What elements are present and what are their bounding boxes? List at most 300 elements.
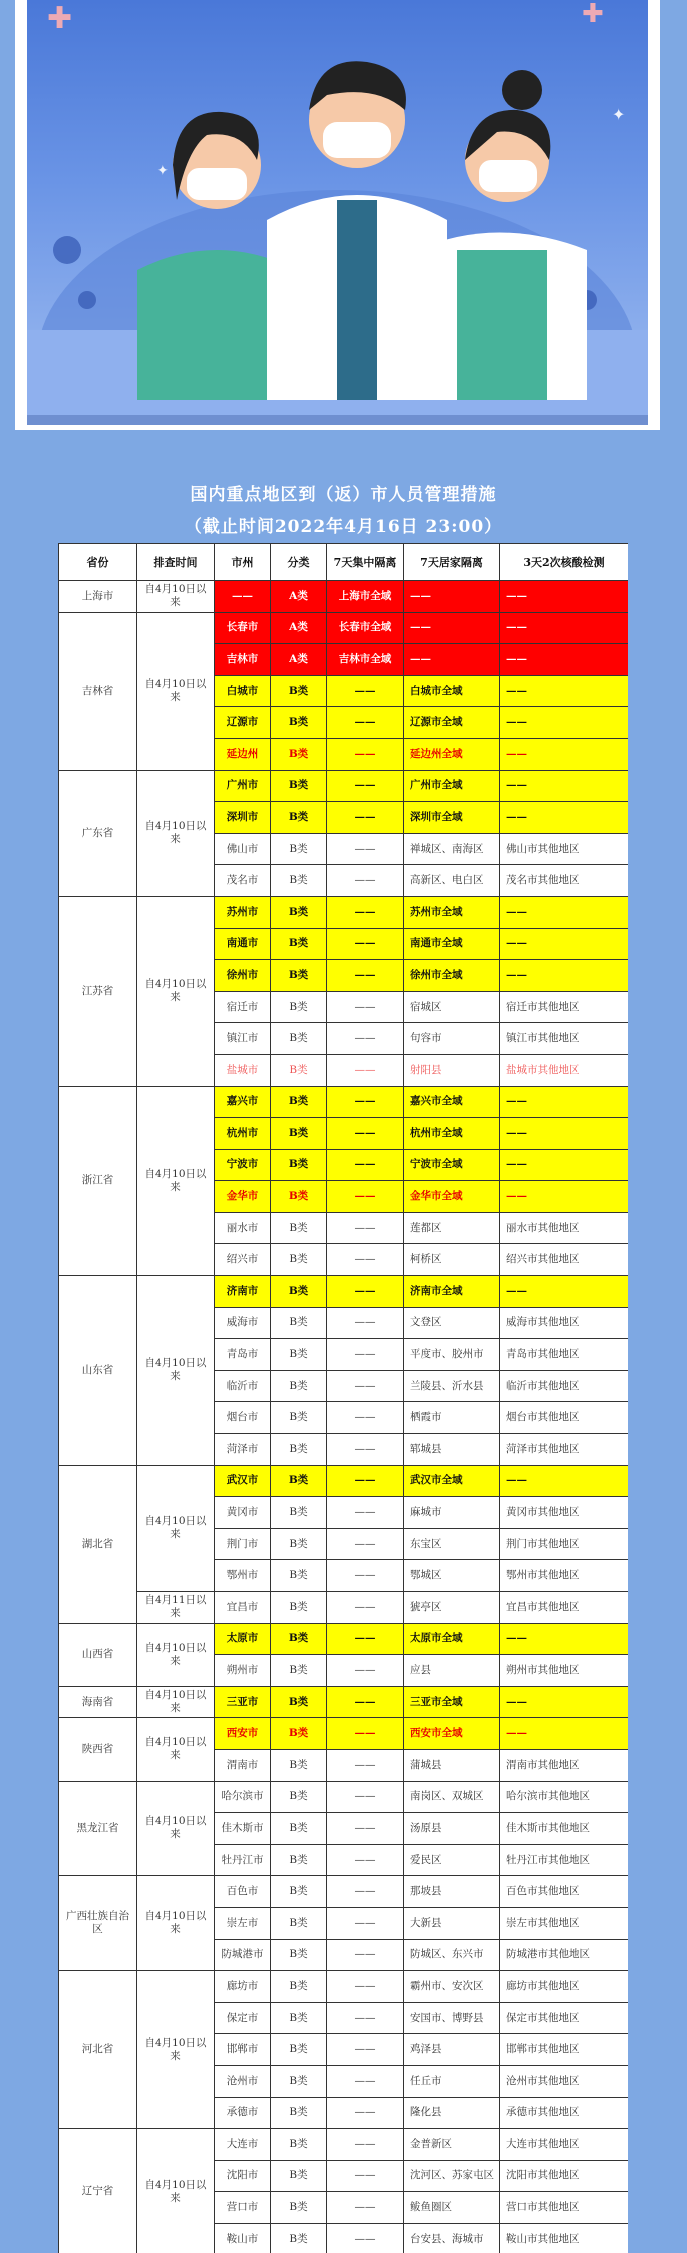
category-cell: B类 xyxy=(271,1560,327,1592)
home-quarantine-cell: 射阳县 xyxy=(404,1054,500,1086)
category-cell: B类 xyxy=(271,1118,327,1150)
central-quarantine-cell: —— xyxy=(327,1276,404,1308)
category-cell: B类 xyxy=(271,1086,327,1118)
nucleic-test-cell: —— xyxy=(500,1686,629,1718)
nucleic-test-cell: —— xyxy=(500,1718,629,1750)
city-cell: 邯郸市 xyxy=(215,2034,271,2066)
province-cell: 山西省 xyxy=(59,1623,137,1686)
central-quarantine-cell: —— xyxy=(327,1023,404,1055)
city-cell: 长春市 xyxy=(215,612,271,644)
city-cell: 宿迁市 xyxy=(215,991,271,1023)
category-cell: B类 xyxy=(271,1907,327,1939)
check-time-cell: 自4月10日以来 xyxy=(137,770,215,896)
home-quarantine-cell: 高新区、电白区 xyxy=(404,865,500,897)
category-cell: B类 xyxy=(271,1465,327,1497)
city-cell: 盐城市 xyxy=(215,1054,271,1086)
city-cell: 保定市 xyxy=(215,2002,271,2034)
nucleic-test-cell: 沧州市其他地区 xyxy=(500,2065,629,2097)
home-quarantine-cell: 安国市、博野县 xyxy=(404,2002,500,2034)
central-quarantine-cell: —— xyxy=(327,1307,404,1339)
central-quarantine-cell: 长春市全域 xyxy=(327,612,404,644)
home-quarantine-cell: 霸州市、安次区 xyxy=(404,1971,500,2003)
svg-text:✚: ✚ xyxy=(582,0,604,29)
category-cell: B类 xyxy=(271,2192,327,2224)
category-cell: B类 xyxy=(271,1181,327,1213)
city-cell: 青岛市 xyxy=(215,1339,271,1371)
home-quarantine-cell: 东宝区 xyxy=(404,1528,500,1560)
page-title: 国内重点地区到（返）市人员管理措施 xyxy=(190,485,497,505)
nucleic-test-cell: 荆门市其他地区 xyxy=(500,1528,629,1560)
category-cell: B类 xyxy=(271,1749,327,1781)
central-quarantine-cell: —— xyxy=(327,1465,404,1497)
central-quarantine-cell: 吉林市全域 xyxy=(327,644,404,676)
category-cell: A类 xyxy=(271,581,327,613)
column-header-home-quarantine: 7天居家隔离 xyxy=(404,544,500,581)
page-subtitle: （截止时间2022年4月16日 23:00） xyxy=(184,517,503,537)
check-time-cell: 自4月10日以来 xyxy=(137,1465,215,1591)
category-cell: B类 xyxy=(271,1876,327,1908)
banner-illustration xyxy=(15,0,660,430)
central-quarantine-cell: —— xyxy=(327,928,404,960)
category-cell: B类 xyxy=(271,2160,327,2192)
table-row xyxy=(59,1971,629,2003)
table-row xyxy=(59,1276,629,1308)
nucleic-test-cell: —— xyxy=(500,1465,629,1497)
central-quarantine-cell: —— xyxy=(327,1686,404,1718)
central-quarantine-cell: —— xyxy=(327,2065,404,2097)
city-cell: 崇左市 xyxy=(215,1907,271,1939)
home-quarantine-cell: 应县 xyxy=(404,1655,500,1687)
home-quarantine-cell: 任丘市 xyxy=(404,2065,500,2097)
central-quarantine-cell: —— xyxy=(327,1876,404,1908)
nucleic-test-cell: 镇江市其他地区 xyxy=(500,1023,629,1055)
check-time-cell: 自4月10日以来 xyxy=(137,1276,215,1466)
home-quarantine-cell: 汤原县 xyxy=(404,1813,500,1845)
central-quarantine-cell: —— xyxy=(327,1402,404,1434)
home-quarantine-cell: 莲都区 xyxy=(404,1212,500,1244)
central-quarantine-cell: —— xyxy=(327,1655,404,1687)
city-cell: 广州市 xyxy=(215,770,271,802)
category-cell: B类 xyxy=(271,928,327,960)
category-cell: B类 xyxy=(271,1844,327,1876)
home-quarantine-cell: 兰陵县、沂水县 xyxy=(404,1370,500,1402)
province-cell: 陕西省 xyxy=(59,1718,137,1781)
nucleic-test-cell: 威海市其他地区 xyxy=(500,1307,629,1339)
table-row xyxy=(59,612,629,644)
home-quarantine-cell: 台安县、海城市 xyxy=(404,2223,500,2253)
city-cell: 朔州市 xyxy=(215,1655,271,1687)
city-cell: 佳木斯市 xyxy=(215,1813,271,1845)
home-quarantine-cell: 麻城市 xyxy=(404,1497,500,1529)
home-quarantine-cell: 那坡县 xyxy=(404,1876,500,1908)
central-quarantine-cell: —— xyxy=(327,675,404,707)
category-cell: B类 xyxy=(271,770,327,802)
central-quarantine-cell: —— xyxy=(327,1907,404,1939)
home-quarantine-cell: 延边州全域 xyxy=(404,738,500,770)
central-quarantine-cell: —— xyxy=(327,1434,404,1466)
check-time-cell: 自4月10日以来 xyxy=(137,1086,215,1276)
province-cell: 江苏省 xyxy=(59,896,137,1086)
svg-text:✚: ✚ xyxy=(47,1,73,36)
province-cell: 浙江省 xyxy=(59,1086,137,1276)
check-time-cell: 自4月10日以来 xyxy=(137,2129,215,2253)
nucleic-test-cell: 百色市其他地区 xyxy=(500,1876,629,1908)
category-cell: B类 xyxy=(271,2097,327,2129)
central-quarantine-cell: —— xyxy=(327,1718,404,1750)
central-quarantine-cell: —— xyxy=(327,1149,404,1181)
city-cell: 绍兴市 xyxy=(215,1244,271,1276)
city-cell: 深圳市 xyxy=(215,802,271,834)
category-cell: B类 xyxy=(271,833,327,865)
home-quarantine-cell: 鲅鱼圈区 xyxy=(404,2192,500,2224)
check-time-cell: 自4月11日以来 xyxy=(137,1592,215,1624)
central-quarantine-cell: 上海市全域 xyxy=(327,581,404,613)
category-cell: B类 xyxy=(271,1813,327,1845)
city-cell: 苏州市 xyxy=(215,896,271,928)
nucleic-test-cell: 哈尔滨市其他地区 xyxy=(500,1781,629,1813)
central-quarantine-cell: —— xyxy=(327,1813,404,1845)
category-cell: B类 xyxy=(271,1718,327,1750)
measures-table-container xyxy=(58,543,628,2253)
check-time-cell: 自4月10日以来 xyxy=(137,612,215,770)
column-header-province: 省份 xyxy=(59,544,137,581)
home-quarantine-cell: 广州市全域 xyxy=(404,770,500,802)
category-cell: B类 xyxy=(271,802,327,834)
home-quarantine-cell: 防城区、东兴市 xyxy=(404,1939,500,1971)
column-header-central-quarantine: 7天集中隔离 xyxy=(327,544,404,581)
city-cell: 三亚市 xyxy=(215,1686,271,1718)
nucleic-test-cell: 邯郸市其他地区 xyxy=(500,2034,629,2066)
home-quarantine-cell: 西安市全域 xyxy=(404,1718,500,1750)
nucleic-test-cell: 佳木斯市其他地区 xyxy=(500,1813,629,1845)
home-quarantine-cell: 沈河区、苏家屯区 xyxy=(404,2160,500,2192)
nucleic-test-cell: 青岛市其他地区 xyxy=(500,1339,629,1371)
city-cell: 济南市 xyxy=(215,1276,271,1308)
category-cell: B类 xyxy=(271,1623,327,1655)
province-cell: 河北省 xyxy=(59,1971,137,2129)
city-cell: 菏泽市 xyxy=(215,1434,271,1466)
central-quarantine-cell: —— xyxy=(327,2034,404,2066)
home-quarantine-cell: 郓城县 xyxy=(404,1434,500,1466)
column-header-check-time: 排查时间 xyxy=(137,544,215,581)
city-cell: 沈阳市 xyxy=(215,2160,271,2192)
category-cell: B类 xyxy=(271,1686,327,1718)
province-cell: 广东省 xyxy=(59,770,137,896)
category-cell: B类 xyxy=(271,991,327,1023)
province-cell: 吉林省 xyxy=(59,612,137,770)
city-cell: 沧州市 xyxy=(215,2065,271,2097)
city-cell: 白城市 xyxy=(215,675,271,707)
nucleic-test-cell: —— xyxy=(500,1623,629,1655)
home-quarantine-cell: 金华市全域 xyxy=(404,1181,500,1213)
city-cell: 牡丹江市 xyxy=(215,1844,271,1876)
city-cell: 辽源市 xyxy=(215,707,271,739)
home-quarantine-cell: 爱民区 xyxy=(404,1844,500,1876)
table-row xyxy=(59,1465,629,1497)
city-cell: 丽水市 xyxy=(215,1212,271,1244)
check-time-cell: 自4月10日以来 xyxy=(137,1971,215,2129)
central-quarantine-cell: —— xyxy=(327,1528,404,1560)
nucleic-test-cell: —— xyxy=(500,1276,629,1308)
home-quarantine-cell: 嘉兴市全域 xyxy=(404,1086,500,1118)
nucleic-test-cell: —— xyxy=(500,770,629,802)
nucleic-test-cell: —— xyxy=(500,738,629,770)
province-cell: 辽宁省 xyxy=(59,2129,137,2253)
home-quarantine-cell: 徐州市全域 xyxy=(404,960,500,992)
column-header-city: 市州 xyxy=(215,544,271,581)
home-quarantine-cell: 柯桥区 xyxy=(404,1244,500,1276)
central-quarantine-cell: —— xyxy=(327,2160,404,2192)
measures-table xyxy=(58,543,628,2253)
city-cell: 吉林市 xyxy=(215,644,271,676)
home-quarantine-cell: 杭州市全域 xyxy=(404,1118,500,1150)
city-cell: 威海市 xyxy=(215,1307,271,1339)
city-cell: 杭州市 xyxy=(215,1118,271,1150)
table-row xyxy=(59,1086,629,1118)
central-quarantine-cell: —— xyxy=(327,2002,404,2034)
city-cell: 金华市 xyxy=(215,1181,271,1213)
category-cell: B类 xyxy=(271,1592,327,1624)
city-cell: 徐州市 xyxy=(215,960,271,992)
check-time-cell: 自4月10日以来 xyxy=(137,1781,215,1876)
home-quarantine-cell: 栖霞市 xyxy=(404,1402,500,1434)
category-cell: B类 xyxy=(271,1023,327,1055)
home-quarantine-cell: 猇亭区 xyxy=(404,1592,500,1624)
province-cell: 海南省 xyxy=(59,1686,137,1718)
column-header-category: 分类 xyxy=(271,544,327,581)
central-quarantine-cell: —— xyxy=(327,1118,404,1150)
city-cell: 防城港市 xyxy=(215,1939,271,1971)
nucleic-test-cell: 渭南市其他地区 xyxy=(500,1749,629,1781)
nucleic-test-cell: 崇左市其他地区 xyxy=(500,1907,629,1939)
city-cell: 百色市 xyxy=(215,1876,271,1908)
category-cell: B类 xyxy=(271,1054,327,1086)
central-quarantine-cell: —— xyxy=(327,1497,404,1529)
nucleic-test-cell: 营口市其他地区 xyxy=(500,2192,629,2224)
nucleic-test-cell: 菏泽市其他地区 xyxy=(500,1434,629,1466)
category-cell: B类 xyxy=(271,1339,327,1371)
category-cell: B类 xyxy=(271,1781,327,1813)
city-cell: 宁波市 xyxy=(215,1149,271,1181)
nucleic-test-cell: —— xyxy=(500,644,629,676)
home-quarantine-cell: 太原市全域 xyxy=(404,1623,500,1655)
home-quarantine-cell: 白城市全域 xyxy=(404,675,500,707)
check-time-cell: 自4月10日以来 xyxy=(137,1623,215,1686)
nucleic-test-cell: —— xyxy=(500,896,629,928)
category-cell: B类 xyxy=(271,896,327,928)
home-quarantine-cell: 大新县 xyxy=(404,1907,500,1939)
central-quarantine-cell: —— xyxy=(327,1054,404,1086)
central-quarantine-cell: —— xyxy=(327,802,404,834)
central-quarantine-cell: —— xyxy=(327,738,404,770)
check-time-cell: 自4月10日以来 xyxy=(137,896,215,1086)
province-cell: 上海市 xyxy=(59,581,137,613)
category-cell: A类 xyxy=(271,644,327,676)
central-quarantine-cell: —— xyxy=(327,1244,404,1276)
home-quarantine-cell: 金普新区 xyxy=(404,2129,500,2161)
nucleic-test-cell: 牡丹江市其他地区 xyxy=(500,1844,629,1876)
city-cell: 哈尔滨市 xyxy=(215,1781,271,1813)
check-time-cell: 自4月10日以来 xyxy=(137,581,215,613)
nucleic-test-cell: 鞍山市其他地区 xyxy=(500,2223,629,2253)
nucleic-test-cell: 佛山市其他地区 xyxy=(500,833,629,865)
city-cell: 烟台市 xyxy=(215,1402,271,1434)
city-cell: 茂名市 xyxy=(215,865,271,897)
category-cell: B类 xyxy=(271,2034,327,2066)
central-quarantine-cell: —— xyxy=(327,2129,404,2161)
category-cell: B类 xyxy=(271,2065,327,2097)
province-cell: 山东省 xyxy=(59,1276,137,1466)
nucleic-test-cell: 绍兴市其他地区 xyxy=(500,1244,629,1276)
home-quarantine-cell: 禅城区、南海区 xyxy=(404,833,500,865)
nucleic-test-cell: —— xyxy=(500,612,629,644)
home-quarantine-cell: 深圳市全域 xyxy=(404,802,500,834)
category-cell: B类 xyxy=(271,1244,327,1276)
central-quarantine-cell: —— xyxy=(327,2223,404,2253)
home-quarantine-cell: 南通市全域 xyxy=(404,928,500,960)
category-cell: B类 xyxy=(271,1655,327,1687)
province-cell: 黑龙江省 xyxy=(59,1781,137,1876)
category-cell: B类 xyxy=(271,1434,327,1466)
check-time-cell: 自4月10日以来 xyxy=(137,1718,215,1781)
city-cell: 临沂市 xyxy=(215,1370,271,1402)
home-quarantine-cell: 鄂城区 xyxy=(404,1560,500,1592)
table-row xyxy=(59,581,629,613)
category-cell: B类 xyxy=(271,1212,327,1244)
central-quarantine-cell: —— xyxy=(327,833,404,865)
central-quarantine-cell: —— xyxy=(327,1560,404,1592)
table-row xyxy=(59,1876,629,1908)
home-quarantine-cell: 三亚市全域 xyxy=(404,1686,500,1718)
category-cell: B类 xyxy=(271,1149,327,1181)
home-quarantine-cell: —— xyxy=(404,644,500,676)
city-cell: 南通市 xyxy=(215,928,271,960)
home-quarantine-cell: 苏州市全域 xyxy=(404,896,500,928)
city-cell: 鄂州市 xyxy=(215,1560,271,1592)
home-quarantine-cell: 宿城区 xyxy=(404,991,500,1023)
city-cell: 廊坊市 xyxy=(215,1971,271,2003)
central-quarantine-cell: —— xyxy=(327,1939,404,1971)
nucleic-test-cell: —— xyxy=(500,675,629,707)
nucleic-test-cell: 丽水市其他地区 xyxy=(500,1212,629,1244)
category-cell: B类 xyxy=(271,1402,327,1434)
nucleic-test-cell: 鄂州市其他地区 xyxy=(500,1560,629,1592)
central-quarantine-cell: —— xyxy=(327,1844,404,1876)
category-cell: B类 xyxy=(271,2002,327,2034)
home-quarantine-cell: 辽源市全域 xyxy=(404,707,500,739)
central-quarantine-cell: —— xyxy=(327,1971,404,2003)
table-body xyxy=(59,581,629,2253)
home-quarantine-cell: 平度市、胶州市 xyxy=(404,1339,500,1371)
category-cell: B类 xyxy=(271,865,327,897)
category-cell: B类 xyxy=(271,738,327,770)
home-quarantine-cell: 句容市 xyxy=(404,1023,500,1055)
category-cell: B类 xyxy=(271,960,327,992)
city-cell: 承德市 xyxy=(215,2097,271,2129)
central-quarantine-cell: —— xyxy=(327,896,404,928)
central-quarantine-cell: —— xyxy=(327,1339,404,1371)
category-cell: B类 xyxy=(271,707,327,739)
nucleic-test-cell: —— xyxy=(500,1118,629,1150)
nucleic-test-cell: 盐城市其他地区 xyxy=(500,1054,629,1086)
nucleic-test-cell: 临沂市其他地区 xyxy=(500,1370,629,1402)
nucleic-test-cell: —— xyxy=(500,928,629,960)
nucleic-test-cell: —— xyxy=(500,960,629,992)
category-cell: B类 xyxy=(271,1939,327,1971)
nucleic-test-cell: —— xyxy=(500,1086,629,1118)
city-cell: 黄冈市 xyxy=(215,1497,271,1529)
central-quarantine-cell: —— xyxy=(327,1623,404,1655)
nucleic-test-cell: —— xyxy=(500,707,629,739)
nucleic-test-cell: 沈阳市其他地区 xyxy=(500,2160,629,2192)
city-cell: 太原市 xyxy=(215,1623,271,1655)
category-cell: B类 xyxy=(271,1528,327,1560)
home-quarantine-cell: —— xyxy=(404,581,500,613)
table-row xyxy=(59,1592,629,1624)
province-cell: 湖北省 xyxy=(59,1465,137,1623)
check-time-cell: 自4月10日以来 xyxy=(137,1686,215,1718)
central-quarantine-cell: —— xyxy=(327,1749,404,1781)
table-row xyxy=(59,1781,629,1813)
table-row xyxy=(59,896,629,928)
svg-text:✦: ✦ xyxy=(612,105,626,124)
category-cell: B类 xyxy=(271,1971,327,2003)
central-quarantine-cell: —— xyxy=(327,1212,404,1244)
city-cell: 荆门市 xyxy=(215,1528,271,1560)
table-header-row xyxy=(59,544,629,581)
home-quarantine-cell: 南岗区、双城区 xyxy=(404,1781,500,1813)
home-quarantine-cell: 宁波市全域 xyxy=(404,1149,500,1181)
table-row xyxy=(59,1718,629,1750)
city-cell: 嘉兴市 xyxy=(215,1086,271,1118)
column-header-nucleic-test: 3天2次核酸检测 xyxy=(500,544,629,581)
city-cell: 武汉市 xyxy=(215,1465,271,1497)
svg-text:✦: ✦ xyxy=(157,163,169,179)
category-cell: B类 xyxy=(271,1307,327,1339)
city-cell: 佛山市 xyxy=(215,833,271,865)
city-cell: 西安市 xyxy=(215,1718,271,1750)
central-quarantine-cell: —— xyxy=(327,991,404,1023)
nucleic-test-cell: —— xyxy=(500,581,629,613)
table-row xyxy=(59,770,629,802)
central-quarantine-cell: —— xyxy=(327,1370,404,1402)
category-cell: B类 xyxy=(271,2223,327,2253)
central-quarantine-cell: —— xyxy=(327,2192,404,2224)
home-quarantine-cell: 隆化县 xyxy=(404,2097,500,2129)
nucleic-test-cell: 大连市其他地区 xyxy=(500,2129,629,2161)
home-quarantine-cell: 济南市全域 xyxy=(404,1276,500,1308)
table-row xyxy=(59,1686,629,1718)
home-quarantine-cell: 蒲城县 xyxy=(404,1749,500,1781)
nucleic-test-cell: —— xyxy=(500,1149,629,1181)
central-quarantine-cell: —— xyxy=(327,770,404,802)
city-cell: 宜昌市 xyxy=(215,1592,271,1624)
category-cell: B类 xyxy=(271,2129,327,2161)
nucleic-test-cell: 宿迁市其他地区 xyxy=(500,991,629,1023)
central-quarantine-cell: —— xyxy=(327,960,404,992)
home-quarantine-cell: 武汉市全域 xyxy=(404,1465,500,1497)
city-cell: 鞍山市 xyxy=(215,2223,271,2253)
nucleic-test-cell: 廊坊市其他地区 xyxy=(500,1971,629,2003)
home-quarantine-cell: 鸡泽县 xyxy=(404,2034,500,2066)
central-quarantine-cell: —— xyxy=(327,2097,404,2129)
category-cell: A类 xyxy=(271,612,327,644)
nucleic-test-cell: —— xyxy=(500,1181,629,1213)
category-cell: B类 xyxy=(271,1276,327,1308)
city-cell: 渭南市 xyxy=(215,1749,271,1781)
central-quarantine-cell: —— xyxy=(327,707,404,739)
central-quarantine-cell: —— xyxy=(327,1781,404,1813)
